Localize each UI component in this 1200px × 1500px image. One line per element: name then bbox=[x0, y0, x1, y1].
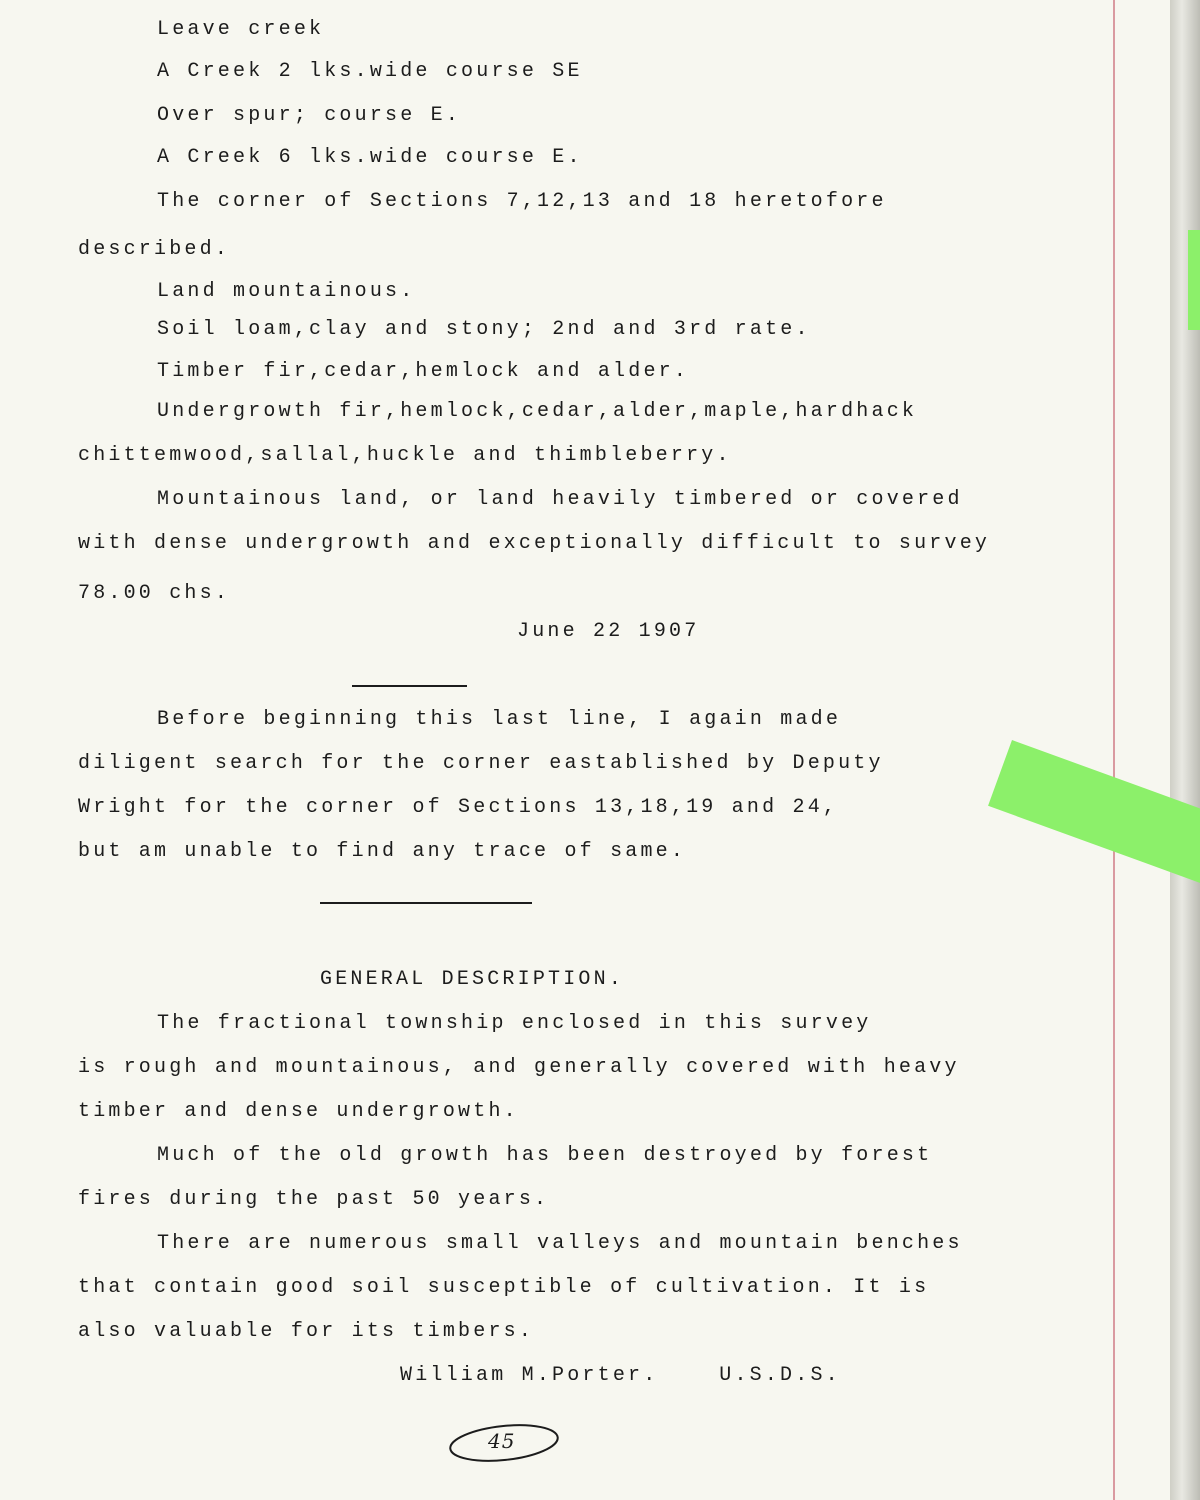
note-line: diligent search for the corner eastablished by Deputy bbox=[78, 752, 884, 775]
page-number bbox=[440, 1415, 570, 1473]
text-line: Mountainous land, or land heavily timbered or covered bbox=[157, 488, 963, 511]
description-line: is rough and mountainous, and generally covered with heavy bbox=[78, 1056, 960, 1079]
separator-rule bbox=[320, 902, 532, 904]
signature-line: William M.Porter. U.S.D.S. bbox=[400, 1364, 841, 1387]
text-line: Soil loam,clay and stony; 2nd and 3rd rate. bbox=[157, 318, 811, 341]
text-line: chittemwood,sallal,huckle and thimbleberry. bbox=[78, 444, 732, 467]
scan-edge bbox=[1170, 0, 1200, 1500]
description-line: timber and dense undergrowth. bbox=[78, 1100, 519, 1123]
description-line: also valuable for its timbers. bbox=[78, 1320, 535, 1343]
text-line: The corner of Sections 7,12,13 and 18 heretofore bbox=[157, 190, 887, 213]
text-line: 78.00 chs. bbox=[78, 582, 231, 605]
note-line: but am unable to find any trace of same. bbox=[78, 840, 687, 863]
separator-rule bbox=[352, 685, 467, 687]
text-line: Timber fir,cedar,hemlock and alder. bbox=[157, 360, 690, 383]
description-line: The fractional township enclosed in this survey bbox=[157, 1012, 872, 1035]
description-line: fires during the past 50 years. bbox=[78, 1188, 550, 1211]
text-line: A Creek 6 lks.wide course E. bbox=[157, 146, 583, 169]
description-line: that contain good soil susceptible of cultivation. It is bbox=[78, 1276, 930, 1299]
margin-rule bbox=[1113, 0, 1115, 1500]
section-heading: GENERAL DESCRIPTION. bbox=[320, 968, 625, 991]
text-line: Undergrowth fir,hemlock,cedar,alder,maple,hardhack bbox=[157, 400, 918, 423]
text-line: Over spur; course E. bbox=[157, 104, 462, 127]
text-line: Leave creek bbox=[157, 18, 325, 41]
page-number-text: 45 bbox=[488, 1429, 516, 1453]
description-line: There are numerous small valleys and mountain benches bbox=[157, 1232, 963, 1255]
description-line: Much of the old growth has been destroyed by forest bbox=[157, 1144, 933, 1167]
text-line: with dense undergrowth and exceptionally difficult to survey bbox=[78, 532, 991, 555]
text-line: described. bbox=[78, 238, 231, 261]
note-line: Before beginning this last line, I again made bbox=[157, 708, 842, 731]
note-line: Wright for the corner of Sections 13,18,19 and 24, bbox=[78, 796, 839, 819]
text-line: A Creek 2 lks.wide course SE bbox=[157, 60, 583, 83]
text-line: Land mountainous. bbox=[157, 280, 416, 303]
green-tab-marker bbox=[1188, 230, 1200, 330]
date-line: June 22 1907 bbox=[517, 620, 700, 643]
